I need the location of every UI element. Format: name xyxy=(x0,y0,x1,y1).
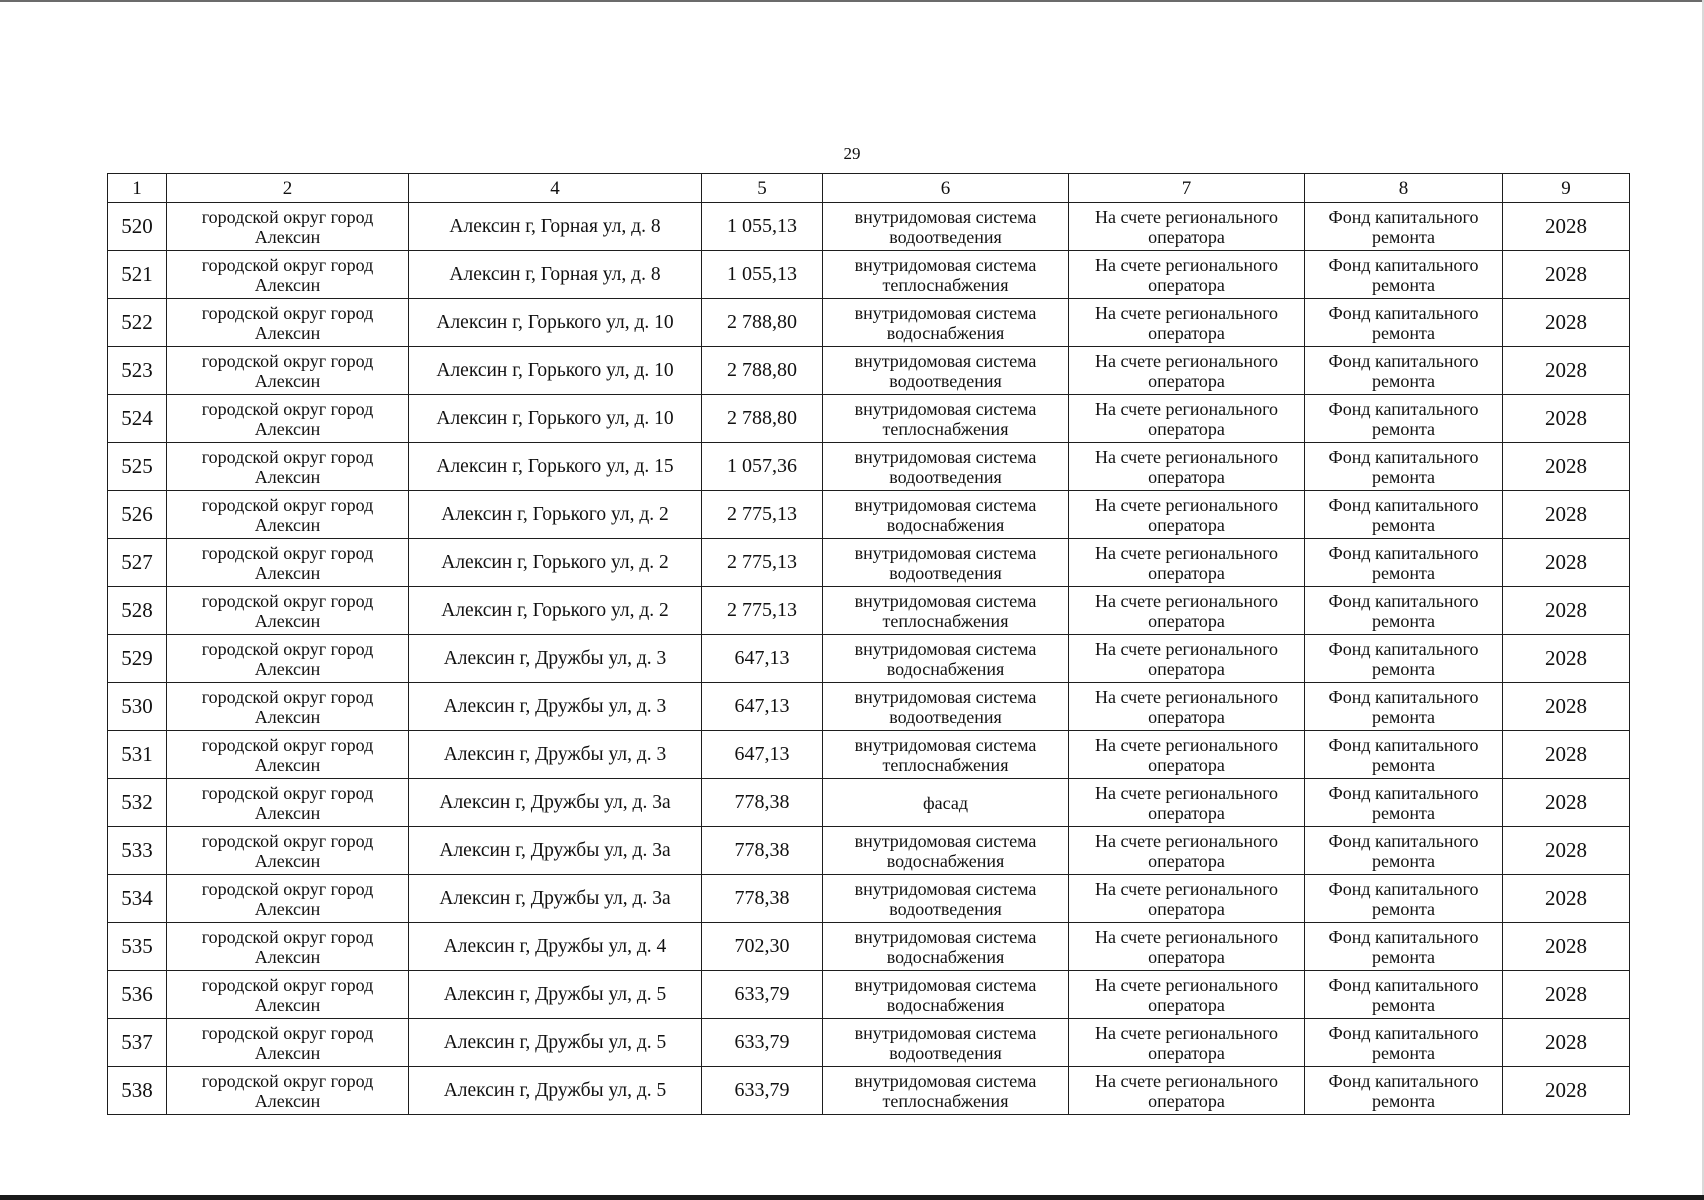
municipality-cell: городской округ город Алексин xyxy=(167,1067,409,1115)
address-cell: Алексин г, Дружбы ул, д. 5 xyxy=(409,1067,702,1115)
table-row xyxy=(108,635,1630,683)
row-number-cell: 523 xyxy=(108,347,167,395)
table-row xyxy=(108,1019,1630,1067)
year-cell: 2028 xyxy=(1503,347,1630,395)
fund-account-cell: На счете регионального оператора xyxy=(1069,1019,1305,1067)
municipality-cell: городской округ город Алексин xyxy=(167,779,409,827)
municipality-cell: городской округ город Алексин xyxy=(167,683,409,731)
capital-repair-table xyxy=(107,173,1630,1115)
table-row xyxy=(108,443,1630,491)
header-cell: 1 xyxy=(108,174,167,203)
work-type-cell: внутридомовая система теплоснабжения xyxy=(823,395,1069,443)
municipality-cell: городской округ город Алексин xyxy=(167,347,409,395)
address-cell: Алексин г, Дружбы ул, д. 3а xyxy=(409,827,702,875)
area-cell: 2 788,80 xyxy=(702,395,823,443)
fund-account-cell: На счете регионального оператора xyxy=(1069,731,1305,779)
funding-source-cell: Фонд капитального ремонта xyxy=(1305,587,1503,635)
header-row xyxy=(108,174,1630,203)
municipality-cell: городской округ город Алексин xyxy=(167,395,409,443)
fund-account-cell: На счете регионального оператора xyxy=(1069,251,1305,299)
fund-account-cell: На счете регионального оператора xyxy=(1069,875,1305,923)
row-number-cell: 521 xyxy=(108,251,167,299)
header-cell: 5 xyxy=(702,174,823,203)
year-cell: 2028 xyxy=(1503,395,1630,443)
funding-source-cell: Фонд капитального ремонта xyxy=(1305,1019,1503,1067)
fund-account-cell: На счете регионального оператора xyxy=(1069,347,1305,395)
work-type-cell: внутридомовая система теплоснабжения xyxy=(823,587,1069,635)
table-row xyxy=(108,923,1630,971)
funding-source-cell: Фонд капитального ремонта xyxy=(1305,779,1503,827)
fund-account-cell: На счете регионального оператора xyxy=(1069,395,1305,443)
fund-account-cell: На счете регионального оператора xyxy=(1069,971,1305,1019)
address-cell: Алексин г, Горького ул, д. 10 xyxy=(409,347,702,395)
municipality-cell: городской округ город Алексин xyxy=(167,1019,409,1067)
row-number-cell: 526 xyxy=(108,491,167,539)
year-cell: 2028 xyxy=(1503,971,1630,1019)
funding-source-cell: Фонд капитального ремонта xyxy=(1305,203,1503,251)
area-cell: 633,79 xyxy=(702,1067,823,1115)
address-cell: Алексин г, Дружбы ул, д. 3а xyxy=(409,779,702,827)
fund-account-cell: На счете регионального оператора xyxy=(1069,1067,1305,1115)
year-cell: 2028 xyxy=(1503,923,1630,971)
table-row xyxy=(108,971,1630,1019)
row-number-cell: 533 xyxy=(108,827,167,875)
area-cell: 1 055,13 xyxy=(702,203,823,251)
area-cell: 2 788,80 xyxy=(702,347,823,395)
work-type-cell: внутридомовая система водоснабжения xyxy=(823,491,1069,539)
year-cell: 2028 xyxy=(1503,1019,1630,1067)
funding-source-cell: Фонд капитального ремонта xyxy=(1305,923,1503,971)
municipality-cell: городской округ город Алексин xyxy=(167,875,409,923)
area-cell: 647,13 xyxy=(702,731,823,779)
table-row xyxy=(108,347,1630,395)
row-number-cell: 530 xyxy=(108,683,167,731)
scan-edge-top xyxy=(0,0,1704,2)
table-row xyxy=(108,251,1630,299)
address-cell: Алексин г, Дружбы ул, д. 5 xyxy=(409,1019,702,1067)
table-row xyxy=(108,491,1630,539)
year-cell: 2028 xyxy=(1503,827,1630,875)
area-cell: 647,13 xyxy=(702,683,823,731)
area-cell: 1 057,36 xyxy=(702,443,823,491)
fund-account-cell: На счете регионального оператора xyxy=(1069,827,1305,875)
year-cell: 2028 xyxy=(1503,587,1630,635)
year-cell: 2028 xyxy=(1503,683,1630,731)
work-type-cell: внутридомовая система водоснабжения xyxy=(823,827,1069,875)
address-cell: Алексин г, Горького ул, д. 2 xyxy=(409,587,702,635)
funding-source-cell: Фонд капитального ремонта xyxy=(1305,395,1503,443)
municipality-cell: городской округ город Алексин xyxy=(167,923,409,971)
row-number-cell: 531 xyxy=(108,731,167,779)
row-number-cell: 524 xyxy=(108,395,167,443)
work-type-cell: внутридомовая система водоотведения xyxy=(823,539,1069,587)
year-cell: 2028 xyxy=(1503,299,1630,347)
fund-account-cell: На счете регионального оператора xyxy=(1069,683,1305,731)
fund-account-cell: На счете регионального оператора xyxy=(1069,635,1305,683)
year-cell: 2028 xyxy=(1503,635,1630,683)
table-row xyxy=(108,683,1630,731)
address-cell: Алексин г, Дружбы ул, д. 5 xyxy=(409,971,702,1019)
funding-source-cell: Фонд капитального ремонта xyxy=(1305,347,1503,395)
address-cell: Алексин г, Дружбы ул, д. 3а xyxy=(409,875,702,923)
year-cell: 2028 xyxy=(1503,539,1630,587)
address-cell: Алексин г, Дружбы ул, д. 4 xyxy=(409,923,702,971)
row-number-cell: 537 xyxy=(108,1019,167,1067)
table-row xyxy=(108,395,1630,443)
municipality-cell: городской округ город Алексин xyxy=(167,971,409,1019)
row-number-cell: 529 xyxy=(108,635,167,683)
address-cell: Алексин г, Горная ул, д. 8 xyxy=(409,251,702,299)
funding-source-cell: Фонд капитального ремонта xyxy=(1305,1067,1503,1115)
address-cell: Алексин г, Горная ул, д. 8 xyxy=(409,203,702,251)
year-cell: 2028 xyxy=(1503,1067,1630,1115)
fund-account-cell: На счете регионального оператора xyxy=(1069,203,1305,251)
work-type-cell: внутридомовая система водоотведения xyxy=(823,347,1069,395)
table-row xyxy=(108,539,1630,587)
municipality-cell: городской округ город Алексин xyxy=(167,251,409,299)
row-number-cell: 534 xyxy=(108,875,167,923)
row-number-cell: 528 xyxy=(108,587,167,635)
table-row xyxy=(108,779,1630,827)
municipality-cell: городской округ город Алексин xyxy=(167,635,409,683)
header-cell: 8 xyxy=(1305,174,1503,203)
funding-source-cell: Фонд капитального ремонта xyxy=(1305,443,1503,491)
fund-account-cell: На счете регионального оператора xyxy=(1069,587,1305,635)
row-number-cell: 535 xyxy=(108,923,167,971)
year-cell: 2028 xyxy=(1503,443,1630,491)
row-number-cell: 522 xyxy=(108,299,167,347)
row-number-cell: 527 xyxy=(108,539,167,587)
address-cell: Алексин г, Дружбы ул, д. 3 xyxy=(409,731,702,779)
table-row xyxy=(108,203,1630,251)
address-cell: Алексин г, Горького ул, д. 10 xyxy=(409,299,702,347)
year-cell: 2028 xyxy=(1503,251,1630,299)
work-type-cell: внутридомовая система водоснабжения xyxy=(823,923,1069,971)
work-type-cell: внутридомовая система теплоснабжения xyxy=(823,251,1069,299)
table-header xyxy=(108,174,1630,203)
funding-source-cell: Фонд капитального ремонта xyxy=(1305,875,1503,923)
address-cell: Алексин г, Горького ул, д. 2 xyxy=(409,491,702,539)
funding-source-cell: Фонд капитального ремонта xyxy=(1305,299,1503,347)
area-cell: 2 775,13 xyxy=(702,539,823,587)
row-number-cell: 536 xyxy=(108,971,167,1019)
table-row xyxy=(108,299,1630,347)
work-type-cell: внутридомовая система водоотведения xyxy=(823,875,1069,923)
work-type-cell: внутридомовая система теплоснабжения xyxy=(823,1067,1069,1115)
area-cell: 633,79 xyxy=(702,971,823,1019)
area-cell: 2 788,80 xyxy=(702,299,823,347)
row-number-cell: 532 xyxy=(108,779,167,827)
municipality-cell: городской округ город Алексин xyxy=(167,587,409,635)
table-body xyxy=(108,203,1630,1115)
fund-account-cell: На счете регионального оператора xyxy=(1069,491,1305,539)
table-row xyxy=(108,587,1630,635)
funding-source-cell: Фонд капитального ремонта xyxy=(1305,491,1503,539)
work-type-cell: внутридомовая система водоотведения xyxy=(823,1019,1069,1067)
area-cell: 647,13 xyxy=(702,635,823,683)
row-number-cell: 525 xyxy=(108,443,167,491)
area-cell: 778,38 xyxy=(702,875,823,923)
funding-source-cell: Фонд капитального ремонта xyxy=(1305,971,1503,1019)
fund-account-cell: На счете регионального оператора xyxy=(1069,539,1305,587)
row-number-cell: 520 xyxy=(108,203,167,251)
area-cell: 778,38 xyxy=(702,779,823,827)
municipality-cell: городской округ город Алексин xyxy=(167,491,409,539)
fund-account-cell: На счете регионального оператора xyxy=(1069,443,1305,491)
header-cell: 2 xyxy=(167,174,409,203)
area-cell: 1 055,13 xyxy=(702,251,823,299)
table-row xyxy=(108,875,1630,923)
municipality-cell: городской округ город Алексин xyxy=(167,203,409,251)
row-number-cell: 538 xyxy=(108,1067,167,1115)
address-cell: Алексин г, Дружбы ул, д. 3 xyxy=(409,635,702,683)
work-type-cell: внутридомовая система водоснабжения xyxy=(823,635,1069,683)
page-number: 29 xyxy=(843,144,861,163)
area-cell: 633,79 xyxy=(702,1019,823,1067)
area-cell: 2 775,13 xyxy=(702,587,823,635)
year-cell: 2028 xyxy=(1503,875,1630,923)
municipality-cell: городской округ город Алексин xyxy=(167,827,409,875)
table-row xyxy=(108,731,1630,779)
funding-source-cell: Фонд капитального ремонта xyxy=(1305,635,1503,683)
work-type-cell: фасад xyxy=(823,779,1069,827)
year-cell: 2028 xyxy=(1503,779,1630,827)
fund-account-cell: На счете регионального оператора xyxy=(1069,779,1305,827)
table-row xyxy=(108,1067,1630,1115)
header-cell: 4 xyxy=(409,174,702,203)
funding-source-cell: Фонд капитального ремонта xyxy=(1305,827,1503,875)
area-cell: 702,30 xyxy=(702,923,823,971)
header-cell: 6 xyxy=(823,174,1069,203)
address-cell: Алексин г, Горького ул, д. 10 xyxy=(409,395,702,443)
work-type-cell: внутридомовая система водоснабжения xyxy=(823,971,1069,1019)
municipality-cell: городской округ город Алексин xyxy=(167,731,409,779)
municipality-cell: городской округ город Алексин xyxy=(167,299,409,347)
table-row xyxy=(108,827,1630,875)
year-cell: 2028 xyxy=(1503,731,1630,779)
work-type-cell: внутридомовая система водоотведения xyxy=(823,443,1069,491)
work-type-cell: внутридомовая система водоснабжения xyxy=(823,299,1069,347)
header-cell: 9 xyxy=(1503,174,1630,203)
fund-account-cell: На счете регионального оператора xyxy=(1069,299,1305,347)
municipality-cell: городской округ город Алексин xyxy=(167,539,409,587)
area-cell: 778,38 xyxy=(702,827,823,875)
year-cell: 2028 xyxy=(1503,491,1630,539)
municipality-cell: городской округ город Алексин xyxy=(167,443,409,491)
work-type-cell: внутридомовая система водоотведения xyxy=(823,203,1069,251)
scan-edge-bottom xyxy=(0,1195,1704,1200)
funding-source-cell: Фонд капитального ремонта xyxy=(1305,683,1503,731)
work-type-cell: внутридомовая система водоотведения xyxy=(823,683,1069,731)
funding-source-cell: Фонд капитального ремонта xyxy=(1305,731,1503,779)
header-cell: 7 xyxy=(1069,174,1305,203)
work-type-cell: внутридомовая система теплоснабжения xyxy=(823,731,1069,779)
address-cell: Алексин г, Дружбы ул, д. 3 xyxy=(409,683,702,731)
year-cell: 2028 xyxy=(1503,203,1630,251)
funding-source-cell: Фонд капитального ремонта xyxy=(1305,251,1503,299)
address-cell: Алексин г, Горького ул, д. 2 xyxy=(409,539,702,587)
funding-source-cell: Фонд капитального ремонта xyxy=(1305,539,1503,587)
address-cell: Алексин г, Горького ул, д. 15 xyxy=(409,443,702,491)
fund-account-cell: На счете регионального оператора xyxy=(1069,923,1305,971)
area-cell: 2 775,13 xyxy=(702,491,823,539)
